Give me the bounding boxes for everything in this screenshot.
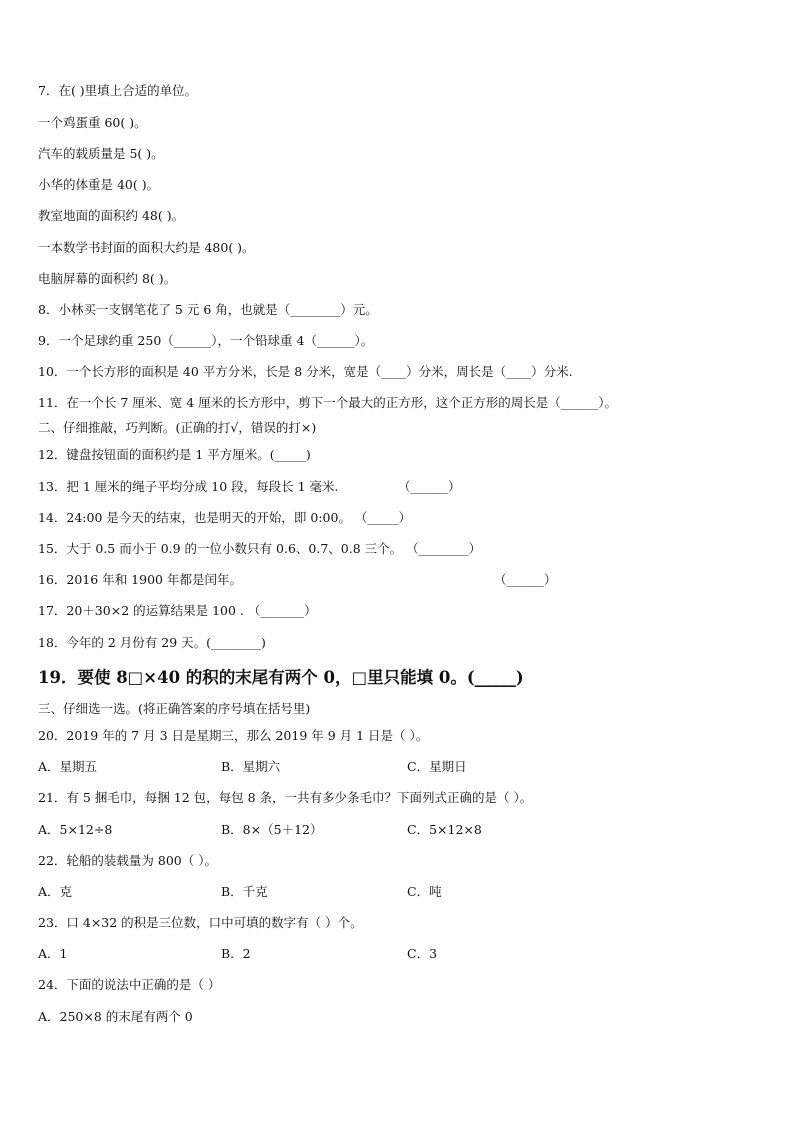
q16-blank: （______）	[494, 572, 557, 587]
q7-item-screen: 电脑屏幕的面积约 8( )。	[38, 271, 177, 286]
q9: 9．一个足球约重 250（______），一个铅球重 4（______）。	[38, 333, 374, 348]
q21-stem: 21．有 5 捆毛巾，每捆 12 包，每包 8 条，一共有多少条毛巾？下面列式正确的是（ ）。	[38, 790, 533, 805]
q23-stem: 23．口 4×32 的积是三位数，口中可填的数字有（ ）个。	[38, 915, 363, 930]
q17: 17．20＋30×2 的运算结果是 100 . （_______）	[38, 603, 317, 618]
q7-item-book: 一本数学书封面的面积大约是 480( )。	[38, 240, 255, 255]
q21-option-c: C．5×12×8	[407, 822, 482, 837]
q12: 12．键盘按钮面的面积约是 1 平方厘米。(_____)	[38, 447, 311, 462]
q10: 10．一个长方形的面积是 40 平方分米，长是 8 分米，宽是（____）分米，周长是（____）分米.	[38, 364, 573, 379]
q11: 11．在一个长 7 厘米、宽 4 厘米的长方形中，剪下一个最大的正方形，这个正方形的周长是（______）。	[38, 395, 617, 410]
q19: 19．要使 8□×40 的积的末尾有两个 0，□里只能填 0。(_____)	[38, 668, 524, 687]
q22-option-c: C．吨	[407, 884, 442, 899]
q7-item-truck: 汽车的载质量是 5( )。	[38, 146, 164, 161]
q23-option-b: B．2	[221, 946, 251, 961]
q7-item-classroom: 教室地面的面积约 48( )。	[38, 208, 185, 223]
section-2-heading: 二、仔细推敲，巧判断。(正确的打√，错误的打×)	[38, 420, 317, 435]
q24-option-a: A．250×8 的末尾有两个 0	[38, 1009, 193, 1024]
q20-option-a: A．星期五	[38, 759, 98, 774]
q15: 15．大于 0.5 而小于 0.9 的一位小数只有 0.6、0.7、0.8 三个。 （________）	[38, 541, 482, 556]
q20-option-b: B．星期六	[221, 759, 281, 774]
section-3-heading: 三、仔细选一选。(将正确答案的序号填在括号里)	[38, 701, 311, 716]
q7-item-weight: 小华的体重是 40( )。	[38, 177, 160, 192]
q23-option-a: A．1	[38, 946, 68, 961]
q13-blank: （______）	[398, 479, 461, 494]
q14: 14．24:00 是今天的结束，也是明天的开始，即 0:00。 （_____）	[38, 510, 412, 525]
q7-item-egg: 一个鸡蛋重 60( )。	[38, 115, 147, 130]
q24-stem: 24．下面的说法中正确的是（ ）	[38, 977, 221, 992]
q8: 8．小林买一支钢笔花了 5 元 6 角，也就是（________）元。	[38, 302, 378, 317]
q22-option-a: A．克	[38, 884, 73, 899]
q23-option-c: C．3	[407, 946, 438, 961]
q16: 16．2016 年和 1900 年都是闰年。	[38, 572, 242, 587]
q21-option-b: B．8×（5＋12）	[221, 822, 323, 837]
q18: 18．今年的 2 月份有 29 天。(________)	[38, 635, 266, 650]
q21-option-a: A．5×12÷8	[38, 822, 113, 837]
q22-option-b: B．千克	[221, 884, 268, 899]
q20-option-c: C．星期日	[407, 759, 467, 774]
q7-title: 7．在( )里填上合适的单位。	[38, 83, 198, 98]
q13: 13．把 1 厘米的绳子平均分成 10 段，每段长 1 毫米.	[38, 479, 339, 494]
q20-stem: 20．2019 年的 7 月 3 日是星期三，那么 2019 年 9 月 1 日是（ ）。	[38, 728, 429, 743]
q22-stem: 22．轮船的装载量为 800（ ）。	[38, 853, 217, 868]
